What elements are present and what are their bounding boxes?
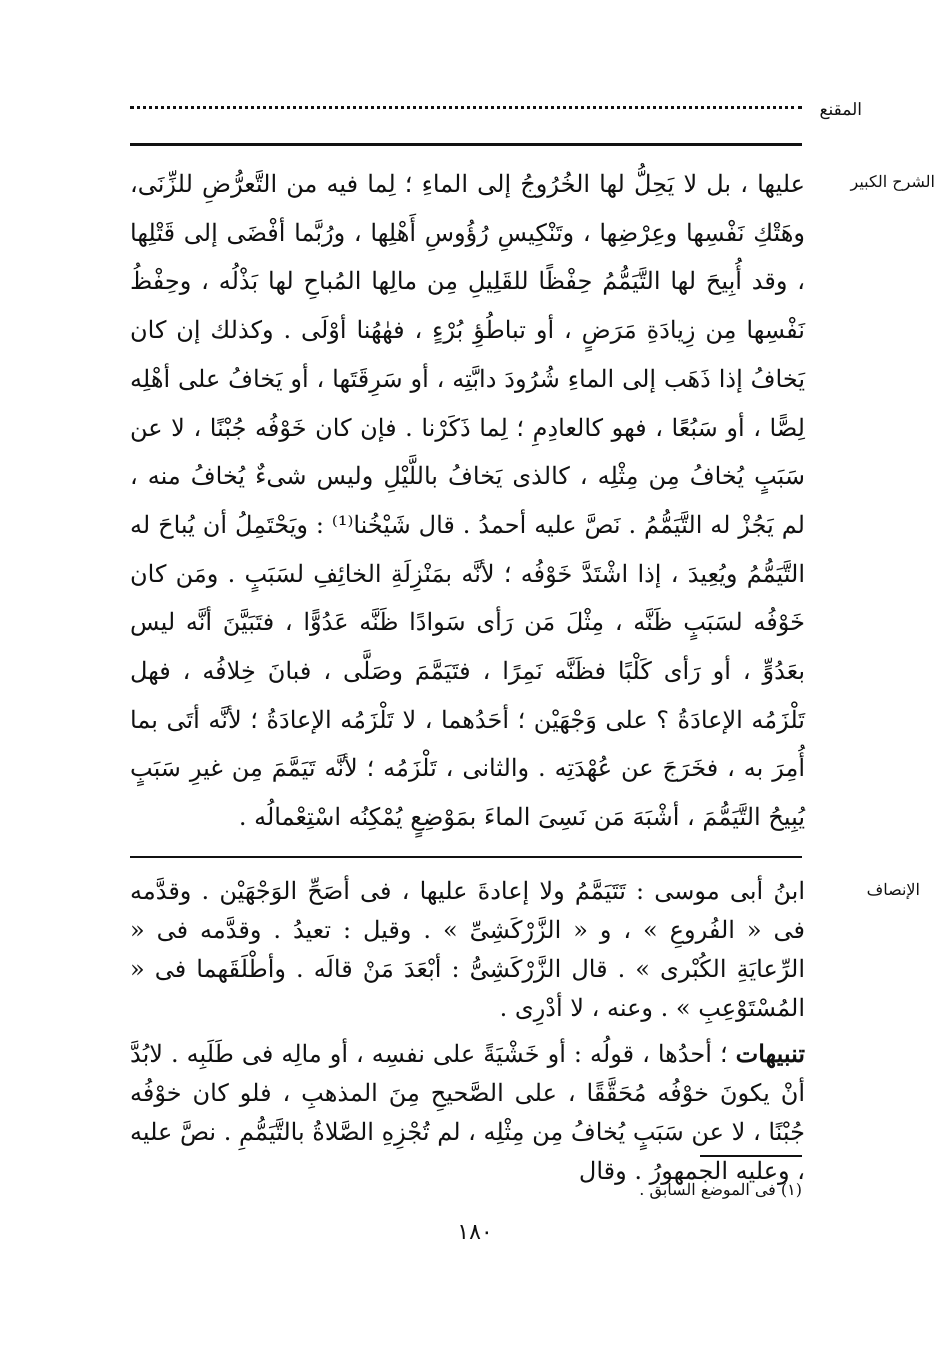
notes-text: ؛ أحدُها ، قولُه : أو خَشْيَةً على نفسِه ، أو مالِه فى طَلَبِه . لابُدَّ أنْ يكونَ خوْفُه مُحَقَّقًا ، على الصَّحيحِ مِنَ المذهبِ ، فلو كان خوْفُه جُبْنًا ، لا عن سَبَبٍ يُخافُ مِن مِثْلِه ، لم تُجْزِهِ الصَّلاةُ بالتَّيَمُّمِ . نصَّ عليه ، وعليه الجمهورُ . وقال: [130, 1040, 805, 1185]
sharh-section-label: الشرح الكبير: [850, 172, 935, 191]
footnote-rule: [700, 1155, 802, 1157]
running-head-title: المقنع: [819, 100, 862, 120]
insaf-paragraph: ابنُ أبى موسى : تَتَيَمَّمُ ولا إعادةَ عليها ، فى أصَحِّ الوَجْهَيْن . وقدَّمه فى « الفُروعِ » ، و « الزَّرْكَشِىِّ » . وقيل : تعيدُ . وقدَّمه فى « الرِّعايَةِ الكُبْرى » . قال الزَّرْكَشِىُّ : أبْعَدَ مَنْ قالَه . وأطْلَقَهما فى « المُسْتَوْعِبِ » . وعنه ، لا أدْرِى .: [130, 877, 805, 1022]
section-divider: [130, 856, 802, 858]
dotted-leader: [130, 106, 802, 109]
insaf-notes-paragraph: [130, 1034, 805, 1191]
header-rule: [130, 143, 802, 146]
insaf-text-block: [130, 872, 805, 1191]
footnote: (١) فى الموضع السابق .: [639, 1180, 802, 1199]
page-number: ١٨٠: [457, 1220, 493, 1245]
notes-heading: تنبيهات: [735, 1039, 805, 1068]
sharh-text-block: [130, 160, 805, 842]
running-head: [130, 96, 862, 136]
insaf-section-label: الإنصاف: [866, 880, 920, 899]
sharh-paragraph: عليها ، بل لا يَحِلُّ لها الخُرُوجُ إلى الماءِ ؛ لِما فيه من التَّعرُّضِ للزِّنَى، وهَتْكِ نَفْسِها وعِرْضِها ، وتَنْكِيسِ رُؤُوسِ أَهْلِها ، ورُبَّما أفْضَى إلى قَتْلِها ، وقد أُبِيحَ لها التَّيَمُّمُ حِفْظًا للقَلِيلِ مِن مالِها المُباحِ لها بَذْلُه ، وحِفْظُ نَفْسِها مِن زِيادَةِ مَرَضٍ ، أو تباطُؤِ بُرْءٍ ، فهٰهُنا أوْلَى . وكذلك إن كان يَخافُ إذا ذَهَب إلى الماءِ شُرُودَ دابَّتِه ، أو سَرِقَتَها ، أو يَخافُ على أهْلِه لِصًّا ، أو سَبُعًا ، فهو كالعادِمِ ؛ لِما ذَكَرْنا . فإن كان خَوْفُه جُبْنًا ، لا عن سَبَبٍ يُخافُ مِن مِثْلِه ، كالذى يَخافُ باللَّيْلِ وليس شىءٌ يُخافُ منه ، لم يَجُزْ له التَّيَمُّمُ . نَصَّ عليه أحمدُ . قال شَيْخُنا⁽¹⁾ : ويَحْتَمِلُ أن يُباحَ له التَّيَمُّمُ ويُعِيدَ ، إذا اشْتَدَّ خَوْفُه ؛ لأنَّه بمَنْزِلَةِ الخائِفِ لسَبَبٍ . ومَن كان خَوْفُه لسَبَبٍ ظَنَّه ، مِثْلَ مَن رَأى سَوادًا ظَنَّه عَدُوًّا ، فتَبَيَّنَ أنَّه ليس بعَدُوٍّ ، أو رَأى كَلْبًا فظَنَّه نَمِرًا ، فتَيَمَّمَ وصَلَّى ، فبانَ خِلافُه ، فهل تَلْزَمُه الإعادَةُ ؟ على وَجْهَيْن ؛ أحَدُهما ، لا تَلْزَمُه الإعادَةُ ؛ لأنَّه أتَى بما أُمِرَ به ، فخَرَجَ عن عُهْدَتِه . والثانى ، تَلْزَمُه ؛ لأنَّه تَيَمَّمَ مِن غيرِ سَبَبٍ يُبِيحُ التَّيَمُّمَ ، أشْبَهَ مَن نَسِىَ الماءَ بمَوْضِعٍ يُمْكِنُه اسْتِعْمالُه .: [130, 170, 806, 832]
